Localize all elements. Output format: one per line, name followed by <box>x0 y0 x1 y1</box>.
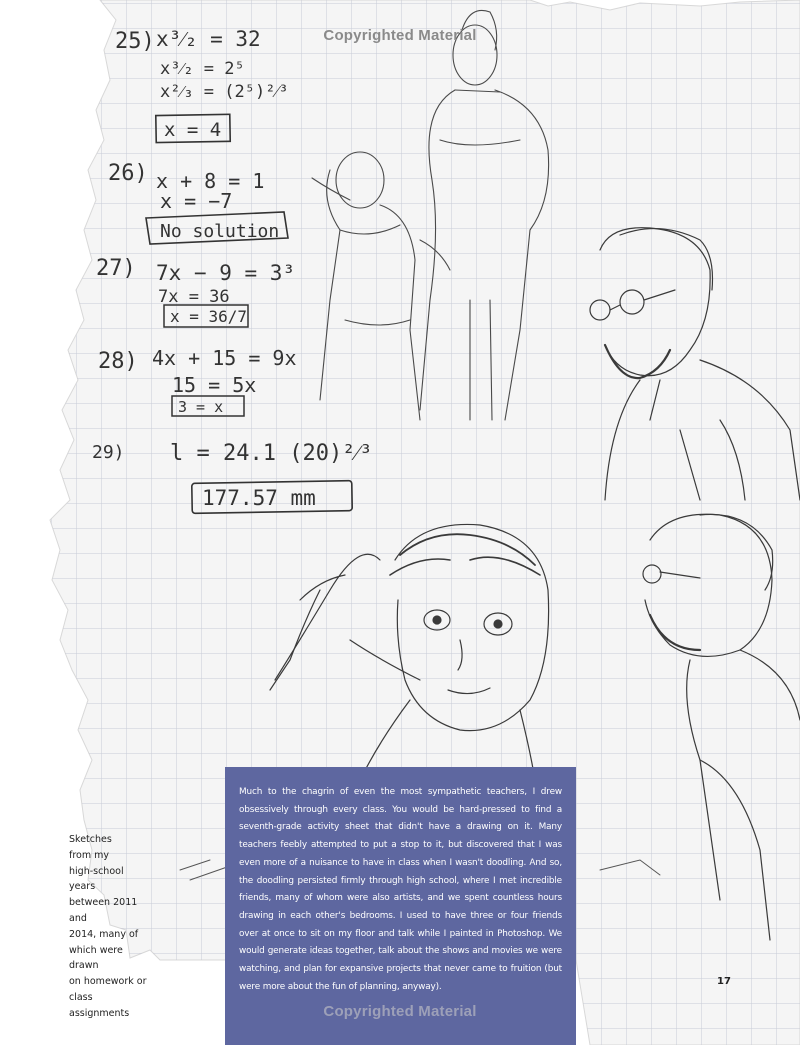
equation-line: 7x = 36 <box>158 287 230 307</box>
equation-line: 7x − 9 = 3³ <box>156 261 296 285</box>
equation-line: x³⁄₂ = 2⁵ <box>160 59 245 79</box>
problem-number: 28) <box>98 349 138 374</box>
boxed-answer: x = 4 <box>164 119 222 141</box>
boxed-answer: No solution <box>160 221 280 242</box>
problem-number: 29) <box>92 442 125 463</box>
boxed-answer: 3 = x <box>178 398 224 416</box>
equation-line: x = −7 <box>160 189 233 213</box>
equation-line: x²⁄₃ = (2⁵)²⁄³ <box>160 82 289 102</box>
equation-line: l = 24.1 (20)²⁄³ <box>170 441 373 466</box>
copyright-watermark-bottom: Copyrighted Material <box>323 1003 477 1020</box>
caption-line: 2014, many of <box>69 928 139 940</box>
equation-line: x + 8 = 1 <box>156 169 265 193</box>
boxed-answer: x = 36/7 <box>170 307 248 326</box>
caption-line: Sketches <box>69 834 112 845</box>
image-caption <box>69 832 151 1022</box>
body-paragraph: Much to the chagrin of even the most sympathetic teachers, I drew obsessively through every class. You would be hard-pressed to find a seventh-grade activity sheet that didn't have a drawing on it. Many teachers feebly attempted to put a stop to it, but discovered that I was even more of a nuisance to have in class when I wasn't doodling. And so, the doodling persisted firmly through high school, where I met incredible friends, many of whom were also artists, and we spent countless hours drawing in each other's bedrooms. I used to have three or four friends over at once to sit on my floor and talk while I painted in Photoshop. We would generate ideas together, talk about the shows and movies we were watching, and plan for expansive projects that never came to fruition (but were more about the fun of planning, anyway). <box>239 787 562 992</box>
problem-number: 26) <box>108 161 148 186</box>
page-number: 17 <box>717 976 731 987</box>
equation-line: x³⁄₂ = 32 <box>156 27 261 51</box>
caption-line: which were drawn <box>69 944 123 972</box>
equation-line: 4x + 15 = 9x <box>152 346 297 370</box>
copyright-watermark-top: Copyrighted Material <box>323 27 477 44</box>
problem-number: 25) <box>115 29 155 54</box>
caption-line: high-school years <box>69 865 124 893</box>
caption-line: class assignments <box>69 991 130 1019</box>
caption-line: between 2011 and <box>69 897 138 924</box>
problem-number: 27) <box>96 256 136 281</box>
boxed-answer: 177.57 mm <box>202 486 316 510</box>
caption-line: from my <box>69 849 110 861</box>
equation-line: 15 = 5x <box>172 373 257 397</box>
caption-line: on homework or <box>69 976 147 988</box>
